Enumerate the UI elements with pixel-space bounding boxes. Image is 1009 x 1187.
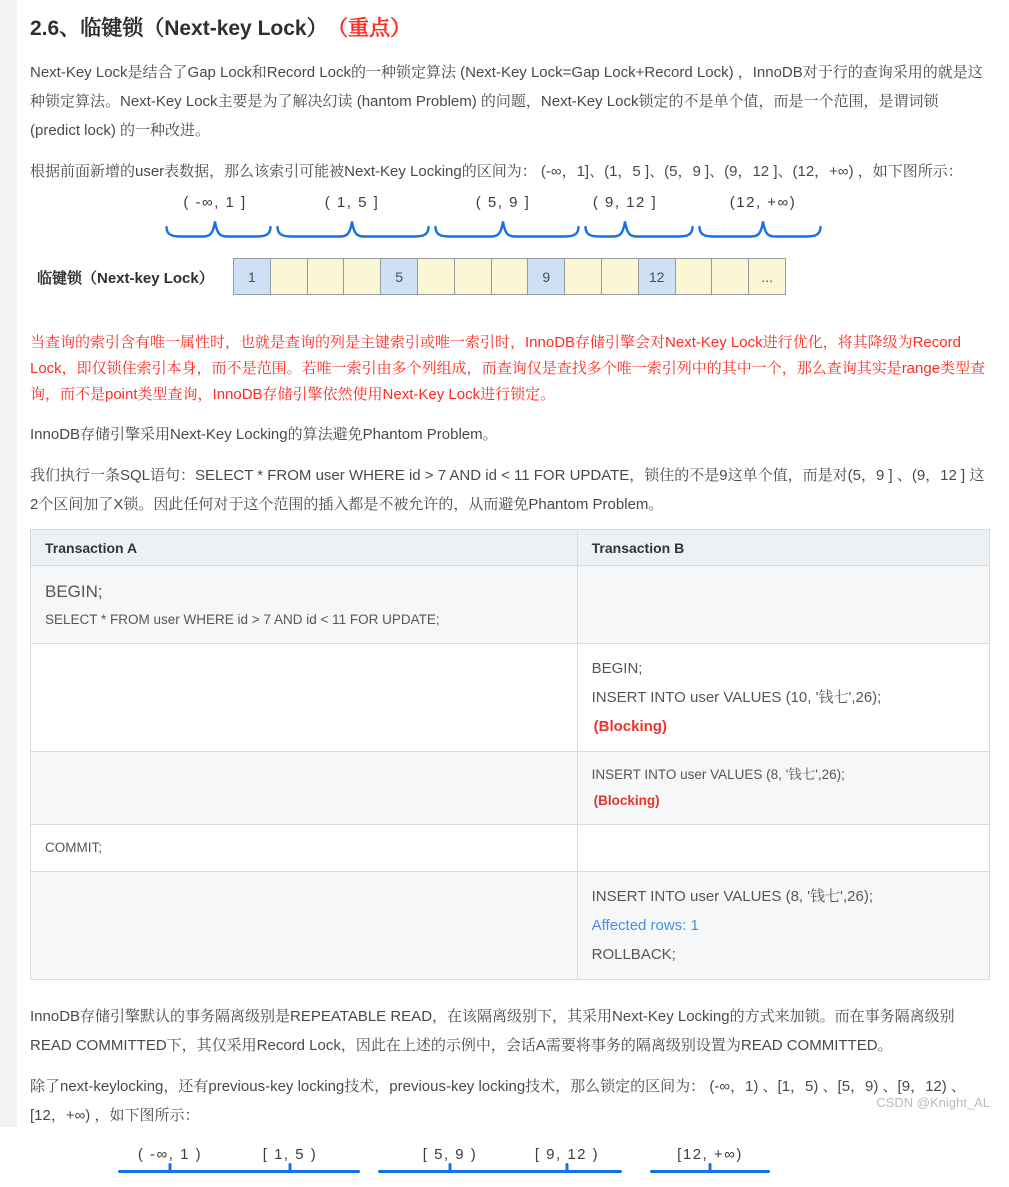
brace-band-stub bbox=[512, 1170, 622, 1173]
previous-key-lock-diagram bbox=[30, 1142, 990, 1187]
key-cell: 12 bbox=[638, 258, 676, 295]
interval-brace bbox=[584, 219, 694, 243]
transaction-row bbox=[31, 644, 990, 752]
transaction-a-cell bbox=[31, 825, 578, 872]
gap-cell: ... bbox=[748, 258, 786, 295]
paragraph-intro: Next-Key Lock是结合了Gap Lock和Record Lock的一种锁定算法 (Next-Key Lock=Gap Lock+Record Lock) ，InnoDB对于行的查询采用的就是这种锁定算法。Next-Key Lock主要是为了解决幻读 (hantom Problem) 的问题，Next-Key Lock锁定的不是单个值，而是一个范围，是谓词锁 (predict lock) 的一种改进。 bbox=[30, 64, 983, 139]
transaction-table bbox=[30, 529, 990, 980]
transaction-row bbox=[31, 566, 990, 644]
paragraph-phantom: InnoDB存储引擎采用Next-Key Locking的算法避免Phantom Problem。 bbox=[30, 426, 498, 443]
brace-band-stub bbox=[650, 1170, 770, 1173]
csdn-watermark: CSDN @Knight_AL bbox=[876, 1095, 990, 1110]
gap-cell bbox=[675, 258, 713, 295]
brace-band-stub bbox=[118, 1170, 223, 1173]
brace-band-stub bbox=[220, 1170, 360, 1173]
interval-label: ( 1, 5 ] bbox=[324, 194, 380, 211]
interval-label: [12, +∞) bbox=[677, 1146, 743, 1163]
transaction-b-header: Transaction B bbox=[577, 530, 989, 566]
interval-label: ( -∞, 1 ) bbox=[137, 1146, 203, 1163]
sql-line: BEGIN; bbox=[591, 660, 643, 677]
interval-label: (12, +∞) bbox=[729, 194, 797, 211]
interval-brace bbox=[165, 219, 272, 243]
gap-cell bbox=[343, 258, 381, 295]
brace-band-stub bbox=[378, 1170, 523, 1173]
key-cell: 5 bbox=[380, 258, 418, 295]
transaction-a-cell bbox=[31, 644, 578, 752]
key-cell: 1 bbox=[233, 258, 271, 295]
key-cell: 9 bbox=[527, 258, 565, 295]
gap-cell bbox=[564, 258, 602, 295]
transaction-b-cell bbox=[577, 872, 989, 980]
next-key-lock-diagram bbox=[30, 186, 990, 316]
paragraph-intervals: 根据前面新增的user表数据，那么该索引可能被Next-Key Locking的区间为： (-∞，1]、(1，5 ]、(5，9 ]、(9，12 ]、(12，+∞) ，如下图所示： bbox=[30, 163, 963, 180]
sql-line: COMMIT; bbox=[45, 840, 102, 855]
interval-label: [ 5, 9 ) bbox=[422, 1146, 478, 1163]
gap-cell bbox=[601, 258, 639, 295]
section-heading-highlight: （重点） bbox=[337, 17, 412, 40]
gap-cell bbox=[491, 258, 529, 295]
transaction-row bbox=[31, 872, 990, 980]
transaction-row bbox=[31, 825, 990, 872]
article-content bbox=[30, 0, 990, 1187]
transaction-b-cell bbox=[577, 752, 989, 825]
transaction-a-cell bbox=[31, 566, 578, 644]
sql-line: INSERT INTO user VALUES (8, '钱七',26); bbox=[591, 888, 873, 905]
interval-label: [ 1, 5 ) bbox=[262, 1146, 318, 1163]
transaction-a-cell bbox=[31, 752, 578, 825]
blocking-label: (Blocking) bbox=[593, 793, 660, 808]
interval-label: ( 9, 12 ] bbox=[592, 194, 658, 211]
blocking-label: (Blocking) bbox=[593, 718, 667, 735]
transaction-b-cell bbox=[577, 566, 989, 644]
affected-rows-text: Affected rows: 1 bbox=[591, 917, 699, 934]
interval-brace bbox=[276, 219, 430, 243]
paragraph-previous-key: 除了next-keylocking，还有previous-key locking技术，previous-key locking技术，那么锁定的区间为： (-∞，1) 、[1，5) 、[5，9) 、[9，12) 、[12，+∞) ，如下图所示： bbox=[30, 1078, 966, 1124]
sql-line: BEGIN; bbox=[45, 582, 103, 601]
gap-cell bbox=[417, 258, 455, 295]
paragraph-isolation: InnoDB存储引擎默认的事务隔离级别是REPEATABLE READ，在该隔离级别下，其采用Next-Key Locking的方式来加锁。而在事务隔离级别READ COMMITTED下，其仅采用Record Lock，因此在上述的示例中，会话A需要将事务的隔离级别设置为READ COMMITTED。 bbox=[30, 1008, 955, 1054]
transaction-b-cell bbox=[577, 644, 989, 752]
transaction-a-header: Transaction A bbox=[31, 530, 578, 566]
sql-line: ROLLBACK; bbox=[591, 946, 676, 963]
sql-line: INSERT INTO user VALUES (10, '钱七',26); bbox=[591, 689, 882, 706]
gap-cell bbox=[307, 258, 345, 295]
interval-brace bbox=[434, 219, 580, 243]
transaction-b-cell bbox=[577, 825, 989, 872]
transaction-row bbox=[31, 752, 990, 825]
index-cells-strip bbox=[233, 258, 786, 295]
interval-brace bbox=[698, 219, 822, 243]
section-heading bbox=[30, 14, 990, 44]
next-key-row-label: 临键锁（Next-key Lock） bbox=[37, 270, 214, 287]
left-gutter bbox=[0, 0, 17, 1127]
gap-cell bbox=[711, 258, 749, 295]
paragraph-warning: 当查询的索引含有唯一属性时，也就是查询的列是主键索引或唯一索引时，InnoDB存储引擎会对Next-Key Lock进行优化，将其降级为Record Lock，即仅锁住索引本身，而不是范围。若唯一索引由多个列组成，而查询仅是查找多个唯一索引列中的其中一个，那么查询其实是range类型查询，而不是point类型查询，InnoDB存储引擎依然使用Next-Key Lock进行锁定。 bbox=[30, 334, 986, 403]
transaction-a-cell bbox=[31, 872, 578, 980]
interval-label: ( 5, 9 ] bbox=[475, 194, 531, 211]
section-heading-text: 2.6、临键锁（Next-key Lock） bbox=[30, 17, 328, 40]
sql-line: INSERT INTO user VALUES (8, '钱七',26); bbox=[591, 767, 845, 782]
transaction-table-header-row bbox=[31, 530, 990, 566]
gap-cell bbox=[270, 258, 308, 295]
gap-cell bbox=[454, 258, 492, 295]
interval-label: [ 9, 12 ) bbox=[534, 1146, 600, 1163]
interval-label: ( -∞, 1 ] bbox=[183, 194, 247, 211]
sql-line: SELECT * FROM user WHERE id > 7 AND id < 11 FOR UPDATE; bbox=[45, 612, 440, 627]
paragraph-sql-example: 我们执行一条SQL语句：SELECT * FROM user WHERE id > 7 AND id < 11 FOR UPDATE，锁住的不是9这单个值，而是对(5，9 ] 、(9，12 ] 这2个区间加了X锁。因此任何对于这个范围的插入都是不被允许的，从而避免Phantom Problem。 bbox=[30, 467, 985, 513]
